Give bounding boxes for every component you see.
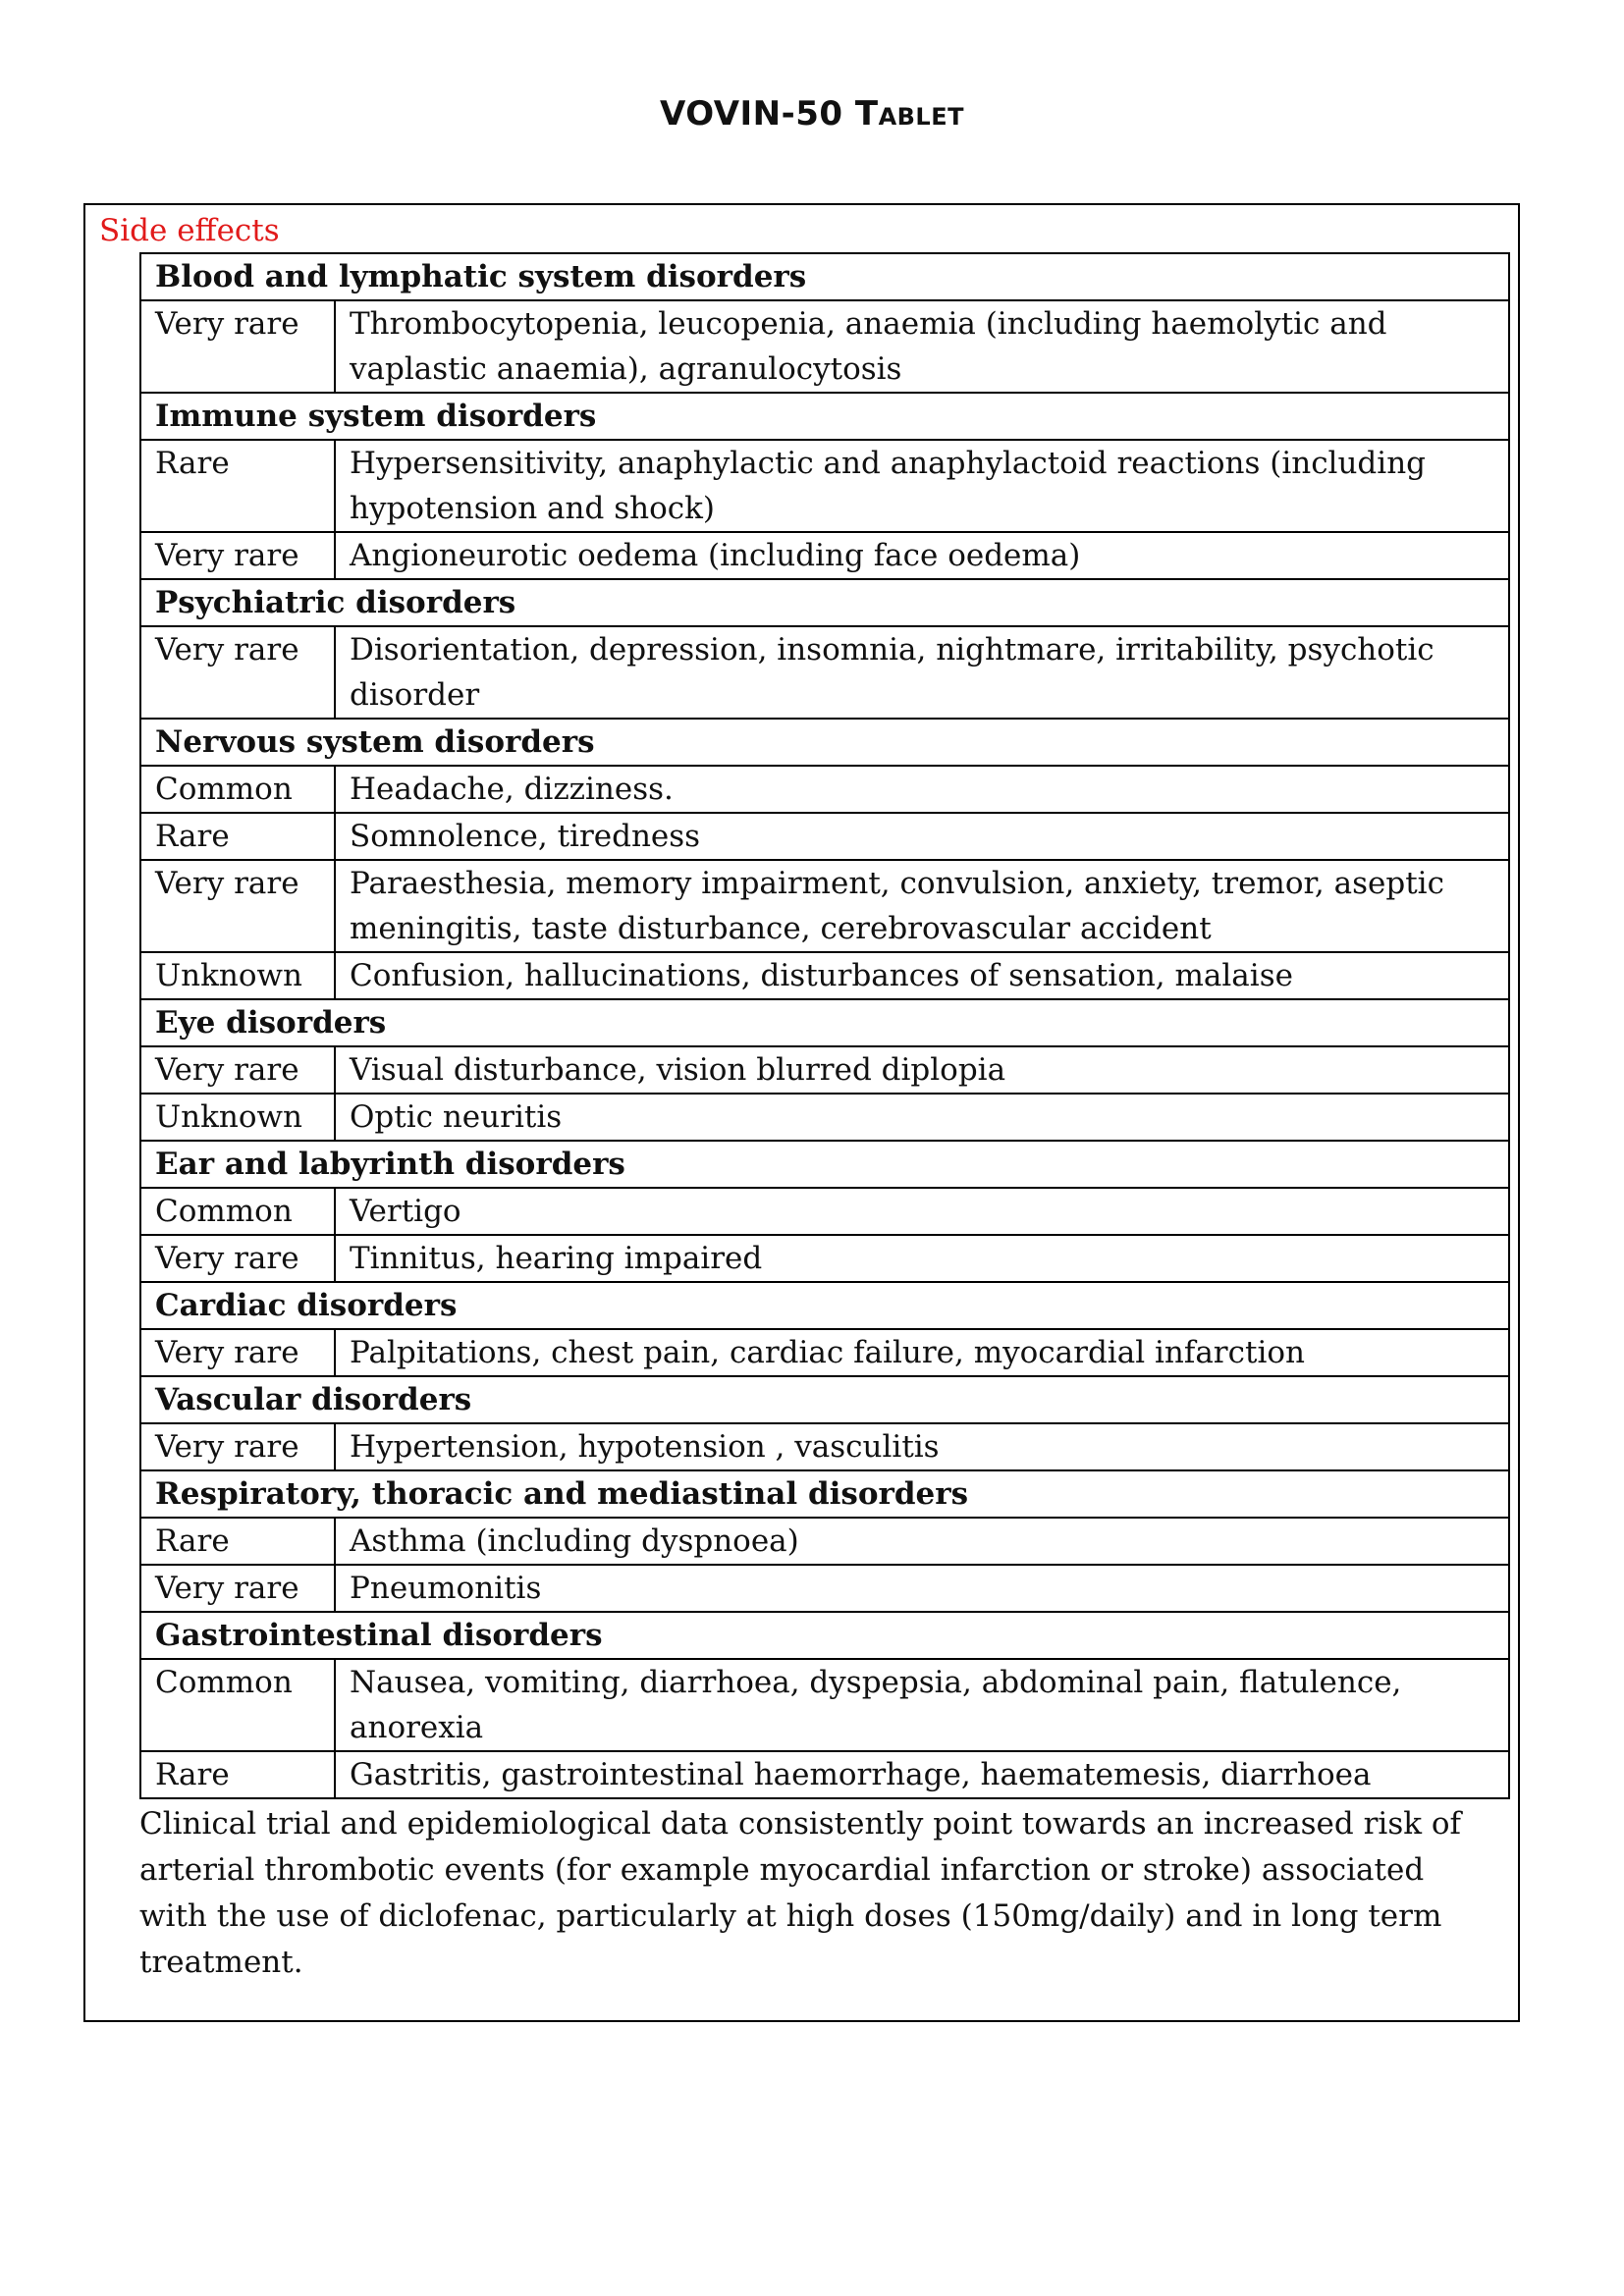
category-cell: Respiratory, thoracic and mediastinal disorders bbox=[140, 1470, 1509, 1518]
table-row bbox=[140, 1188, 1509, 1235]
side-effects-box bbox=[83, 203, 1520, 2022]
category-row bbox=[140, 1376, 1509, 1423]
frequency-cell: Very rare bbox=[140, 1329, 335, 1376]
category-row bbox=[140, 719, 1509, 766]
effects-cell: Somnolence, tiredness bbox=[335, 813, 1509, 860]
table-row bbox=[140, 626, 1509, 719]
table-row bbox=[140, 813, 1509, 860]
category-row bbox=[140, 1282, 1509, 1329]
section-heading: Side effects bbox=[99, 213, 280, 248]
effects-cell: Hypersensitivity, anaphylactic and anaphylactoid reactions (including hypotension and shock) bbox=[335, 440, 1509, 532]
effects-cell: Optic neuritis bbox=[335, 1094, 1509, 1141]
table-row bbox=[140, 440, 1509, 532]
category-cell: Immune system disorders bbox=[140, 393, 1509, 440]
table-row bbox=[140, 1329, 1509, 1376]
table-row bbox=[140, 1518, 1509, 1565]
table-row bbox=[140, 300, 1509, 393]
frequency-cell: Very rare bbox=[140, 532, 335, 579]
effects-cell: Pneumonitis bbox=[335, 1565, 1509, 1612]
table-row bbox=[140, 532, 1509, 579]
frequency-cell: Unknown bbox=[140, 1094, 335, 1141]
frequency-cell: Very rare bbox=[140, 1235, 335, 1282]
frequency-cell: Very rare bbox=[140, 626, 335, 719]
table-row bbox=[140, 1094, 1509, 1141]
frequency-cell: Very rare bbox=[140, 300, 335, 393]
category-row bbox=[140, 1141, 1509, 1188]
document-title: VOVIN-50 Tablet bbox=[659, 94, 964, 133]
category-cell: Psychiatric disorders bbox=[140, 579, 1509, 626]
category-row bbox=[140, 1470, 1509, 1518]
effects-cell: Hypertension, hypotension , vasculitis bbox=[335, 1423, 1509, 1470]
frequency-cell: Rare bbox=[140, 440, 335, 532]
effects-cell: Angioneurotic oedema (including face oedema) bbox=[335, 532, 1509, 579]
frequency-cell: Very rare bbox=[140, 1423, 335, 1470]
effects-cell: Disorientation, depression, insomnia, nightmare, irritability, psychotic disorder bbox=[335, 626, 1509, 719]
effects-cell: Paraesthesia, memory impairment, convulsion, anxiety, tremor, aseptic meningitis, taste disturbance, cerebrovascular accident bbox=[335, 860, 1509, 952]
category-cell: Vascular disorders bbox=[140, 1376, 1509, 1423]
frequency-cell: Rare bbox=[140, 813, 335, 860]
category-cell: Nervous system disorders bbox=[140, 719, 1509, 766]
table-row bbox=[140, 1565, 1509, 1612]
frequency-cell: Very rare bbox=[140, 1565, 335, 1612]
category-cell: Gastrointestinal disorders bbox=[140, 1612, 1509, 1659]
category-row bbox=[140, 579, 1509, 626]
effects-cell: Confusion, hallucinations, disturbances of sensation, malaise bbox=[335, 952, 1509, 999]
effects-cell: Gastritis, gastrointestinal haemorrhage, haematemesis, diarrhoea bbox=[335, 1751, 1509, 1798]
side-effects-table bbox=[139, 252, 1510, 1799]
table-row bbox=[140, 766, 1509, 813]
effects-cell: Asthma (including dyspnoea) bbox=[335, 1518, 1509, 1565]
category-cell: Ear and labyrinth disorders bbox=[140, 1141, 1509, 1188]
table-row bbox=[140, 1659, 1509, 1751]
table-row bbox=[140, 952, 1509, 999]
frequency-cell: Rare bbox=[140, 1518, 335, 1565]
footnote-paragraph: Clinical trial and epidemiological data consistently point towards an increased risk of arterial thrombotic events (for example myocardial infarction or stroke) associated with the use of diclofenac, particularly at high doses (150mg/daily) and in long term treatment. bbox=[139, 1806, 1462, 1980]
category-row bbox=[140, 393, 1509, 440]
table-row bbox=[140, 860, 1509, 952]
side-effects-table-body bbox=[140, 253, 1509, 1798]
frequency-cell: Unknown bbox=[140, 952, 335, 999]
effects-cell: Palpitations, chest pain, cardiac failure, myocardial infarction bbox=[335, 1329, 1509, 1376]
table-row bbox=[140, 1423, 1509, 1470]
table-row bbox=[140, 1751, 1509, 1798]
category-cell: Blood and lymphatic system disorders bbox=[140, 253, 1509, 300]
effects-cell: Nausea, vomiting, diarrhoea, dyspepsia, abdominal pain, flatulence, anorexia bbox=[335, 1659, 1509, 1751]
effects-cell: Vertigo bbox=[335, 1188, 1509, 1235]
effects-cell: Tinnitus, hearing impaired bbox=[335, 1235, 1509, 1282]
frequency-cell: Very rare bbox=[140, 860, 335, 952]
frequency-cell: Rare bbox=[140, 1751, 335, 1798]
category-cell: Cardiac disorders bbox=[140, 1282, 1509, 1329]
table-row bbox=[140, 1046, 1509, 1094]
frequency-cell: Very rare bbox=[140, 1046, 335, 1094]
table-row bbox=[140, 1235, 1509, 1282]
category-row bbox=[140, 999, 1509, 1046]
category-cell: Eye disorders bbox=[140, 999, 1509, 1046]
frequency-cell: Common bbox=[140, 1188, 335, 1235]
frequency-cell: Common bbox=[140, 1659, 335, 1751]
effects-cell: Visual disturbance, vision blurred diplopia bbox=[335, 1046, 1509, 1094]
frequency-cell: Common bbox=[140, 766, 335, 813]
category-row bbox=[140, 1612, 1509, 1659]
category-row bbox=[140, 253, 1509, 300]
effects-cell: Thrombocytopenia, leucopenia, anaemia (including haemolytic and vaplastic anaemia), agranulocytosis bbox=[335, 300, 1509, 393]
effects-cell: Headache, dizziness. bbox=[335, 766, 1509, 813]
